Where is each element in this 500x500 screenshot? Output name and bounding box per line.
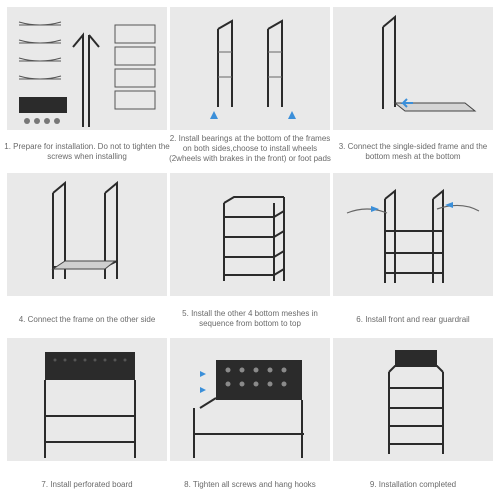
step-4-caption: 4. Connect the frame on the other side <box>18 315 156 324</box>
step-3-caption: 3. Connect the single-sided frame and the bottom mesh at the bottom <box>338 142 488 161</box>
step-6-image <box>333 173 493 296</box>
step-5-image <box>170 173 330 296</box>
step-9-image <box>333 338 493 461</box>
step-1-caption: 1. Prepare for installation. Do not to tighten the screws when installing <box>4 142 170 161</box>
step-9-caption: 9. Installation completed <box>369 480 457 489</box>
step-2-image <box>170 7 330 130</box>
step-8-image <box>170 338 330 461</box>
step-7-caption: 7. Install perforated board <box>41 480 133 489</box>
step-8-caption: 8. Tighten all screws and hang hooks <box>184 480 316 489</box>
step-2-caption: 2. Install bearings at the bottom of the frames on both sides,choose to install wheels (2wheels with brakes in the front) or foot pads <box>169 134 331 163</box>
step-4-image <box>7 173 167 296</box>
step-1-image <box>7 7 167 130</box>
step-7-image <box>7 338 167 461</box>
step-6-caption: 6. Install front and rear guardrail <box>356 315 470 324</box>
step-3-image <box>333 7 493 130</box>
step-5-caption: 5. Install the other 4 bottom meshes in sequence from bottom to top <box>182 309 318 328</box>
